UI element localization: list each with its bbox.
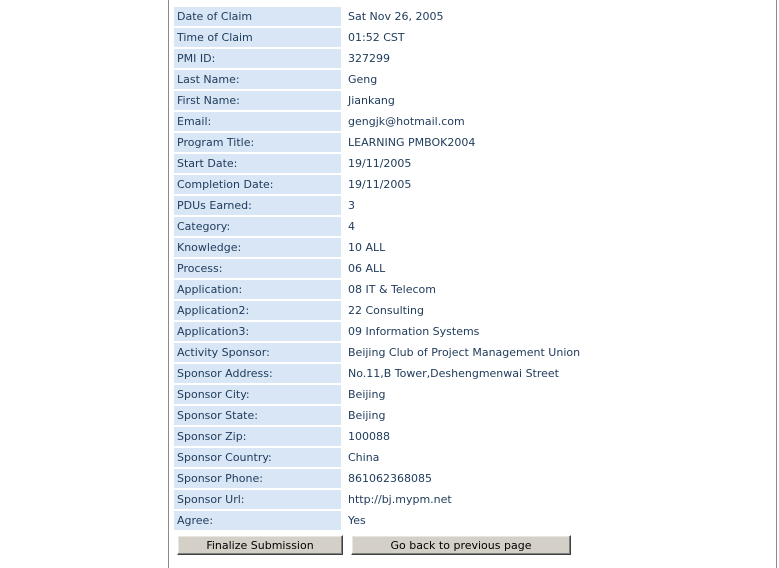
field-value: 327299 [348,52,390,65]
field-value: 01:52 CST [348,31,405,44]
table-row [174,363,654,384]
field-label: Sponsor Phone: [174,469,341,488]
field-value: Yes [348,514,366,527]
form-actions [177,535,571,555]
field-label: Sponsor Url: [174,490,341,509]
table-row [174,237,654,258]
field-label: Program Title: [174,133,341,152]
field-value: Sat Nov 26, 2005 [348,10,444,23]
table-row [174,132,654,153]
field-value: Geng [348,73,378,86]
table-row [174,447,654,468]
field-label: Time of Claim [174,28,341,47]
go-back-button[interactable]: Go back to previous page [351,535,571,555]
field-value: 3 [348,199,355,212]
table-row [174,27,654,48]
table-row [174,384,654,405]
field-label: Email: [174,112,341,131]
field-label: Activity Sponsor: [174,343,341,362]
field-label: Last Name: [174,70,341,89]
field-label: Knowledge: [174,238,341,257]
field-label: PDUs Earned: [174,196,341,215]
field-label: Sponsor Country: [174,448,341,467]
table-row [174,258,654,279]
field-label: Application3: [174,322,341,341]
table-row [174,300,654,321]
field-label: Completion Date: [174,175,341,194]
table-row [174,279,654,300]
table-row [174,174,654,195]
table-row [174,153,654,174]
table-row [174,510,654,531]
field-value: 08 IT & Telecom [348,283,436,296]
field-value: 09 Information Systems [348,325,480,338]
page-right-border [776,0,777,568]
field-label: Process: [174,259,341,278]
field-value: 19/11/2005 [348,157,412,170]
table-row [174,405,654,426]
field-label: Category: [174,217,341,236]
field-label: Date of Claim [174,7,341,26]
field-value: LEARNING PMBOK2004 [348,136,476,149]
field-value: 22 Consulting [348,304,424,317]
field-label: Sponsor City: [174,385,341,404]
page-left-border [168,0,169,568]
field-value: Beijing [348,409,386,422]
field-value: 4 [348,220,355,233]
field-value: 06 ALL [348,262,386,275]
field-value: 100088 [348,430,390,443]
table-row [174,69,654,90]
field-label: Application: [174,280,341,299]
field-label: Sponsor Zip: [174,427,341,446]
field-label: First Name: [174,91,341,110]
table-row [174,426,654,447]
table-row [174,6,654,27]
field-value: Jiankang [348,94,395,107]
field-value: http://bj.mypm.net [348,493,452,506]
field-value: Beijing [348,388,386,401]
finalize-submission-button[interactable]: Finalize Submission [177,535,343,555]
field-value: Beijing Club of Project Management Union [348,346,581,359]
table-row [174,342,654,363]
field-value: China [348,451,380,464]
field-label: Start Date: [174,154,341,173]
field-label: PMI ID: [174,49,341,68]
table-row [174,195,654,216]
field-label: Sponsor State: [174,406,341,425]
table-row [174,216,654,237]
field-label: Application2: [174,301,341,320]
field-value: 861062368085 [348,472,432,485]
field-value: 10 ALL [348,241,386,254]
claim-details-table [174,6,654,531]
table-row [174,111,654,132]
field-value: No.11,B Tower,Deshengmenwai Street [348,367,559,380]
field-label: Sponsor Address: [174,364,341,383]
table-row [174,468,654,489]
table-row [174,321,654,342]
table-row [174,48,654,69]
table-row [174,489,654,510]
field-value: 19/11/2005 [348,178,412,191]
field-value: gengjk@hotmail.com [348,115,465,128]
field-label: Agree: [174,511,341,530]
table-row [174,90,654,111]
